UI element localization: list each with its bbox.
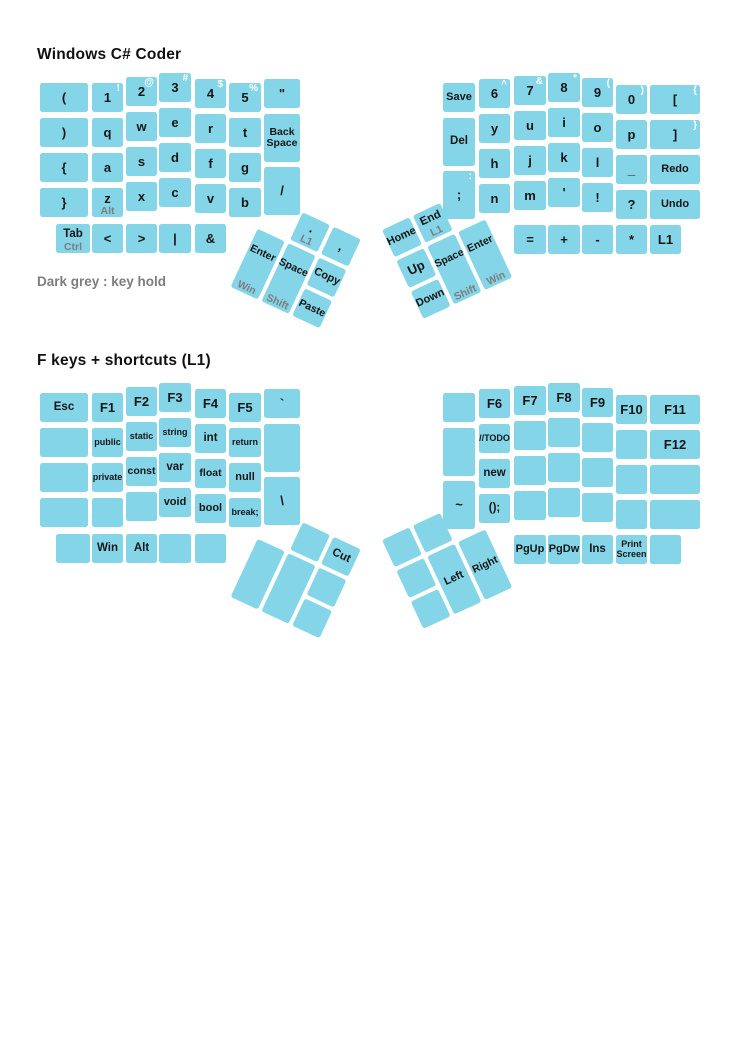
key-hold-label: Win — [235, 278, 258, 298]
key-label: ~ — [455, 496, 463, 512]
key-label: p — [627, 126, 636, 142]
key-label: * — [628, 231, 635, 247]
key-label: ) — [61, 124, 67, 140]
key-hold-label: Alt — [100, 205, 115, 218]
key-label: Tab — [63, 227, 83, 240]
key-blank — [159, 534, 191, 563]
key-int — [195, 424, 226, 453]
key-f10 — [616, 395, 647, 424]
key-label: F1 — [99, 399, 116, 415]
key-label: Home — [385, 224, 419, 249]
key-label: x — [137, 188, 146, 204]
key-label: void — [163, 495, 187, 508]
key-blank — [195, 534, 226, 563]
key-blank — [548, 418, 580, 447]
key-label: 1 — [103, 89, 112, 105]
key-label: Copy — [311, 265, 342, 289]
key-label: var — [166, 460, 184, 473]
key-blank — [582, 493, 613, 522]
key-label: a — [103, 159, 112, 175]
key-static — [126, 422, 157, 451]
key-blank — [650, 500, 700, 529]
key-blank — [126, 492, 157, 521]
key-label: ` — [279, 395, 285, 411]
key-label: Back Space — [266, 125, 298, 149]
key-label: > — [137, 230, 146, 246]
key-hold-label: L1 — [298, 232, 315, 249]
key-label: w — [136, 118, 147, 134]
key-label: F2 — [133, 393, 150, 409]
key-label: ! — [595, 189, 600, 205]
key-shift-label: { — [693, 85, 697, 96]
key-blank — [264, 477, 300, 525]
key-public — [92, 428, 123, 457]
key-blank — [582, 423, 613, 452]
key-label: Down — [414, 286, 447, 311]
key-label: Space — [432, 245, 466, 270]
key-label: null — [235, 470, 255, 483]
key-blank — [616, 500, 647, 529]
key-blank — [443, 481, 475, 529]
key-shift-label: ! — [116, 83, 120, 94]
key-label: v — [206, 190, 215, 206]
key-label: float — [199, 467, 222, 480]
key-label: z — [104, 190, 111, 206]
key-label: Right — [470, 553, 500, 576]
key-label: ] — [672, 126, 678, 142]
key-blank — [616, 465, 647, 494]
key-hold-label: Win — [485, 269, 508, 289]
key-f7 — [514, 386, 546, 415]
key-label: Alt — [133, 541, 150, 554]
key-label: + — [560, 231, 568, 247]
key-label: < — [103, 230, 112, 246]
key-label: e — [171, 114, 179, 130]
key-label: bool — [198, 501, 223, 514]
key-label: & — [205, 230, 216, 246]
key-label: ' — [562, 184, 566, 200]
key-label: public — [94, 436, 121, 447]
key-label: PgDw — [548, 542, 580, 555]
key-label: (); — [488, 501, 501, 514]
key-label: b — [241, 194, 249, 210]
key-label: 7 — [526, 82, 534, 98]
key-blank — [40, 428, 88, 457]
key-label: L1 — [657, 231, 674, 247]
legend-text: Dark grey : key hold — [37, 274, 167, 289]
key-break — [229, 498, 261, 527]
key-label: - — [595, 231, 600, 247]
key-label: , — [336, 238, 346, 255]
key-label: F5 — [237, 399, 253, 415]
key-label: Print Screen — [616, 539, 647, 559]
key-label: ; — [456, 186, 462, 202]
key-label: PgUp — [515, 542, 545, 555]
key-blank — [443, 428, 475, 476]
key-label: private — [92, 471, 123, 482]
key-label: [ — [672, 91, 678, 107]
key-label: h — [490, 155, 499, 171]
key-f5 — [229, 393, 261, 422]
key-label: / — [280, 182, 284, 198]
layout-1-title: Windows C# Coder — [37, 46, 182, 63]
key-esc — [40, 393, 88, 422]
key-shift-label: } — [693, 120, 697, 131]
key-label: Paste — [297, 296, 328, 320]
key-blank — [548, 453, 580, 482]
key-label: c — [171, 184, 179, 200]
key-bool — [195, 494, 226, 523]
key-label: s — [137, 153, 146, 169]
key-label: . — [307, 221, 317, 237]
key-label: g — [241, 159, 249, 175]
key-pgdw — [548, 535, 580, 564]
key-label: m — [524, 187, 536, 203]
key-blank — [443, 393, 475, 422]
key-label: F6 — [486, 395, 503, 411]
key-blank — [650, 535, 681, 564]
key-blank — [514, 421, 546, 450]
key-alt — [126, 534, 157, 563]
key-f12 — [650, 430, 700, 459]
key-label: } — [61, 194, 67, 210]
key-float — [195, 459, 226, 488]
key-label: o — [593, 119, 602, 135]
key-shift-label: ) — [640, 85, 644, 96]
key-new — [479, 459, 510, 488]
key-label: " — [278, 85, 286, 101]
key-null — [229, 463, 261, 492]
key-label: i — [562, 114, 566, 130]
key-label: Win — [97, 541, 118, 554]
key-label: Space — [277, 255, 311, 280]
key-label: q — [103, 124, 112, 140]
key-void — [159, 488, 191, 517]
key-label: Enter — [465, 232, 495, 255]
key-label: { — [61, 159, 67, 175]
key-blank — [40, 463, 88, 492]
key-label: Esc — [53, 400, 75, 413]
key-label: Enter — [248, 241, 278, 265]
key-blank — [514, 456, 546, 485]
key-shift-label: % — [249, 83, 258, 94]
key-label: 9 — [593, 84, 602, 100]
key-label: | — [173, 230, 177, 246]
key-pgup — [514, 535, 546, 564]
key-label: End — [418, 208, 444, 229]
key-label: string — [162, 426, 188, 437]
key-label: Up — [405, 257, 428, 279]
key-shift-label: ( — [606, 78, 610, 89]
key-label: k — [560, 149, 568, 165]
key-return — [229, 428, 261, 457]
key-hold-label: Ctrl — [63, 241, 83, 254]
key-f9 — [582, 388, 613, 417]
key-blank — [56, 534, 90, 563]
key-label: 0 — [627, 91, 636, 107]
key-label: Redo — [661, 162, 689, 175]
key-label: static — [129, 430, 154, 441]
key-hold-label: Shift — [264, 291, 291, 313]
key-label: t — [242, 124, 248, 140]
key-win — [92, 534, 123, 563]
key-label: d — [171, 149, 179, 165]
key-const — [126, 457, 157, 486]
key-blank — [264, 389, 300, 418]
layout-2-title: F keys + shortcuts (L1) — [37, 352, 211, 369]
key-f1 — [92, 393, 123, 422]
key-label: _ — [627, 161, 636, 177]
key-label: n — [490, 190, 499, 206]
key-shift-label: * — [573, 73, 577, 84]
key-shift-label: # — [182, 73, 188, 84]
key-label: 6 — [490, 85, 499, 101]
key-label: F7 — [522, 392, 538, 408]
key-label: y — [490, 120, 499, 136]
key-label: Left — [442, 568, 466, 589]
key-print-screen — [616, 535, 647, 564]
key-label: break; — [231, 506, 259, 517]
key-label: int — [203, 431, 218, 444]
key-blank — [479, 494, 510, 523]
key-label: 4 — [206, 85, 215, 101]
key-var — [159, 453, 191, 482]
key-f2 — [126, 387, 157, 416]
key-label: r — [207, 120, 214, 136]
key-f8 — [548, 383, 580, 412]
key-blank — [650, 465, 700, 494]
key-blank — [582, 458, 613, 487]
key-label: F8 — [556, 389, 572, 405]
key-blank — [92, 498, 123, 527]
key-label: Undo — [660, 197, 690, 210]
key-label: const — [127, 465, 156, 478]
key-label: \ — [280, 492, 284, 508]
key-label: ? — [627, 196, 636, 212]
key-string — [159, 418, 191, 447]
key-label: Save — [446, 90, 472, 103]
key-f4 — [195, 389, 226, 418]
key-label: F11 — [664, 401, 686, 417]
key-label: ( — [61, 89, 67, 105]
key-f11 — [650, 395, 700, 424]
key-label: 8 — [560, 79, 568, 95]
key-label: u — [526, 117, 534, 133]
key-label: f — [208, 155, 213, 171]
key-todo — [479, 424, 510, 453]
key-shift-label: & — [535, 76, 543, 87]
key-label: new — [483, 466, 506, 479]
key-label: 5 — [241, 89, 249, 105]
key-label: F9 — [589, 394, 606, 410]
key-blank — [548, 488, 580, 517]
key-label: F3 — [167, 389, 183, 405]
key-blank — [264, 424, 300, 472]
key-label: F4 — [202, 395, 219, 411]
key-label: Cut — [330, 546, 353, 566]
key-label: return — [231, 436, 258, 447]
key-label: F12 — [663, 436, 687, 452]
key-label: l — [595, 154, 600, 170]
key-hold-label: L1 — [428, 223, 445, 240]
key-label: 2 — [137, 83, 146, 99]
key-shift-label: : — [468, 170, 472, 182]
key-f3 — [159, 383, 191, 412]
key-shift-label: @ — [144, 77, 154, 88]
key-ins — [582, 535, 613, 564]
key-label: Ins — [589, 542, 606, 555]
key-shift-label: ^ — [501, 79, 507, 90]
key-shift-label: $ — [217, 79, 223, 90]
key-label: 3 — [171, 79, 179, 95]
key-label: = — [526, 231, 534, 247]
key-label: F10 — [620, 401, 643, 417]
key-label: //TODO — [479, 432, 510, 443]
key-f6 — [479, 389, 510, 418]
key-hold-label: Shift — [452, 282, 479, 304]
key-blank — [292, 598, 332, 638]
key-blank — [616, 430, 647, 459]
key-label: j — [528, 152, 532, 168]
key-private — [92, 463, 123, 492]
key-label: Del — [450, 134, 468, 147]
key-blank — [40, 498, 88, 527]
key-blank — [514, 491, 546, 520]
